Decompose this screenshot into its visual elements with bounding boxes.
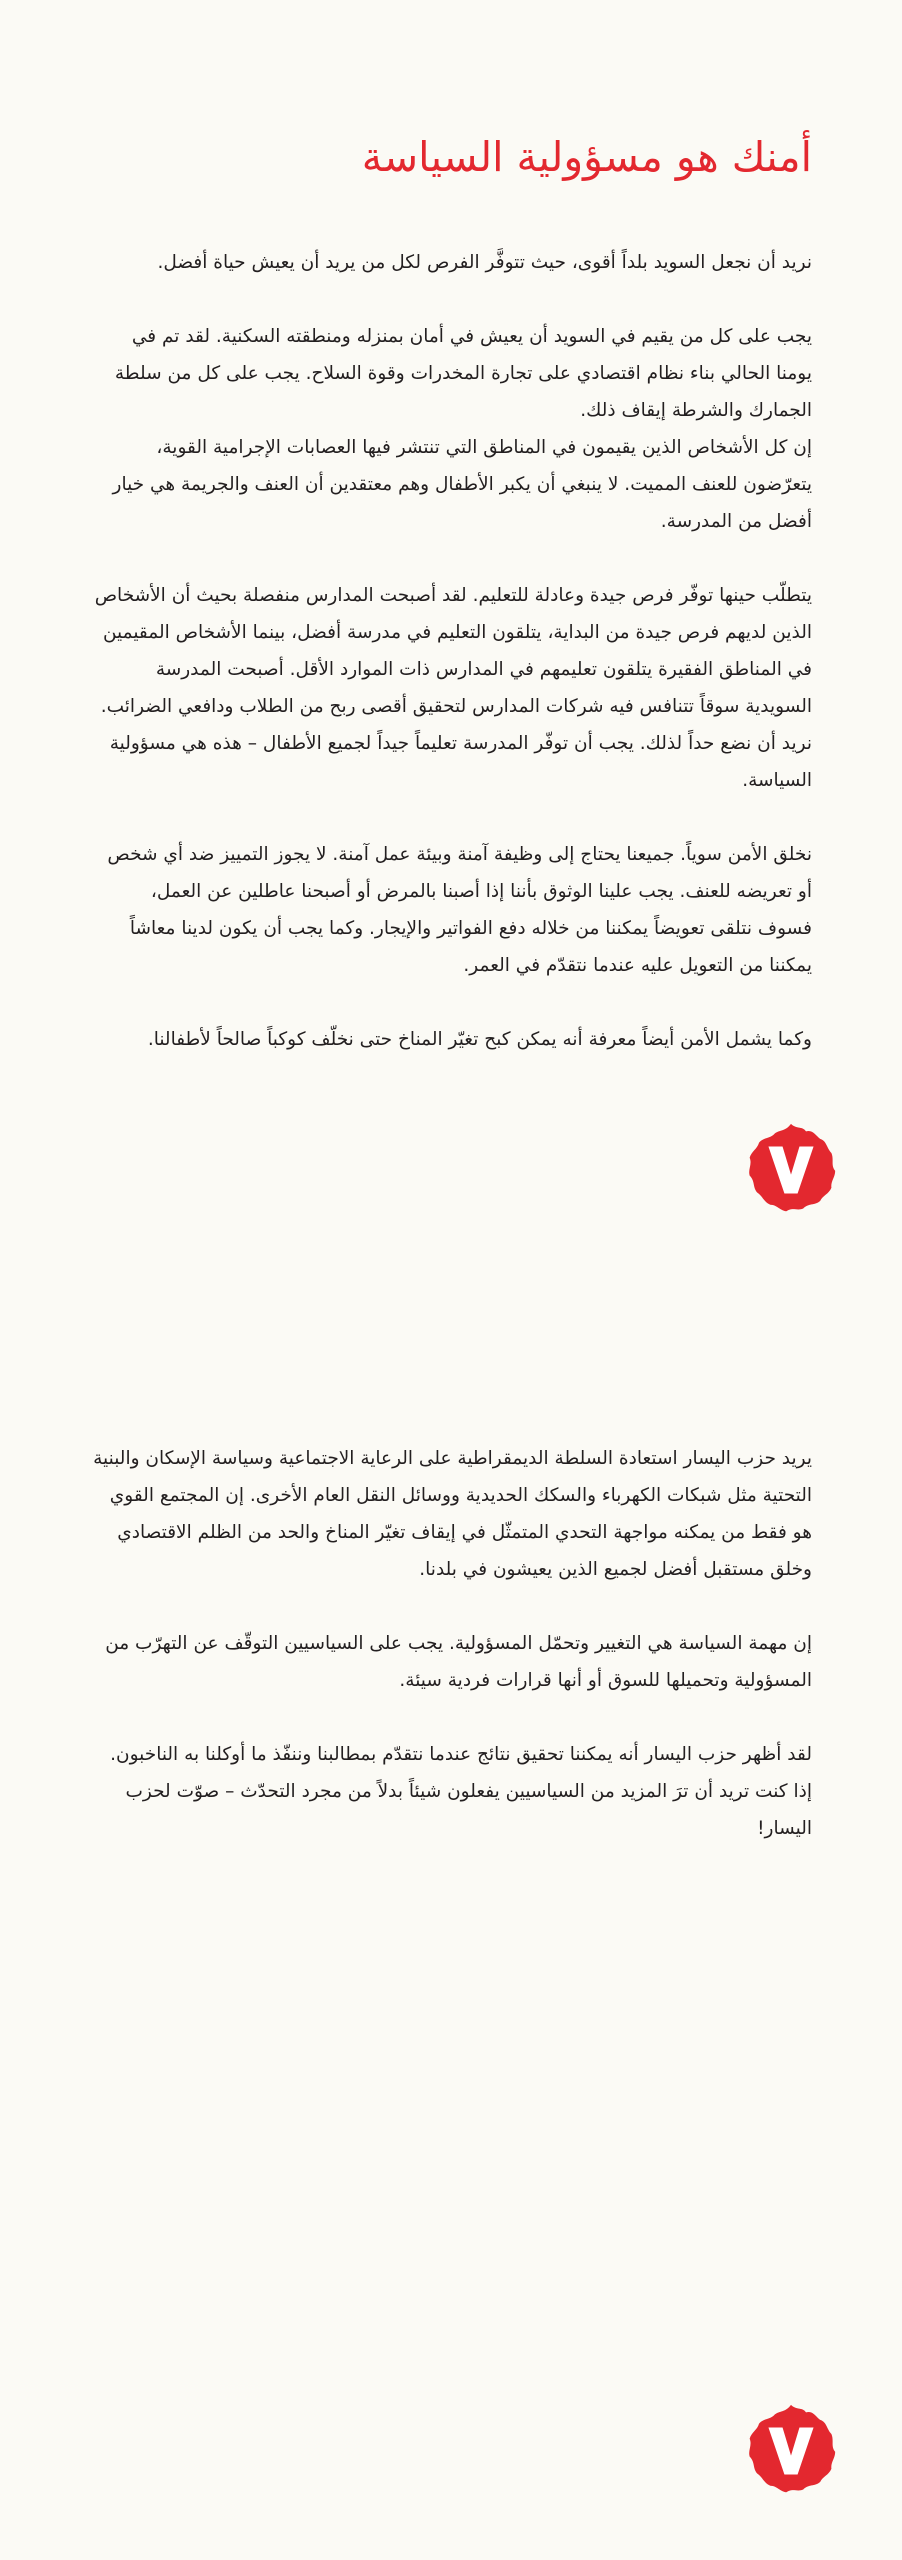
paragraph-gang-violence: إن كل الأشخاص الذين يقيمون في المناطق التي تنتشر فيها العصابات الإجرامية القوية، يتعرّضون للعنف المميت. لا ينبغي أن يكبر الأطفال وهم معتقدين أن العنف والجريمة هي خيار أفضل من المدرسة. [112,437,812,532]
rose-shape [749,1124,835,1211]
rose-shape [749,2405,835,2492]
page-title: أمنك هو مسؤولية السياسة [361,133,812,181]
paragraph-politics-responsibility: إن مهمة السياسة هي التغيير وتحمّل المسؤولية. يجب على السياسيين التوقّف عن التهرّب من المسؤولية وتحميلها للسوق أو أنها قرارات فردية سيئة. [105,1633,812,1691]
paragraph-climate: وكما يشمل الأمن أيضاً معرفة أنه يمكن كبح تغيّر المناخ حتى نخلّف كوكباً صالحاً لأطفالنا. [147,1029,812,1050]
paragraph-home-safety: يجب على كل من يقيم في السويد أن يعيش في أمان بمنزله ومنطقته السكنية. لقد تم في يومنا الحالي بناء نظام اقتصادي على تجارة المخدرات وقوة السلاح. يجب على كل من سلطة الجمارك والشرطة إيقاف ذلك. [114,326,812,421]
page-2-content [93,1440,812,1884]
vansterpartiet-rose-logo-icon [744,2403,838,2497]
page-2 [0,1280,902,2560]
intro-paragraph: نريد أن نجعل السويد بلداً أقوى، حيث تتوفَّر الفرص لكل من يريد أن يعيش حياة أفضل. [157,252,812,273]
paragraph-education: يتطلّب حينها توفّر فرص جيدة وعادلة للتعليم. لقد أصبحت المدارس منفصلة بحيث أن الأشخاص الذين لديهم فرص جيدة من البداية، يتلقون التعليم في مدرسة أفضل، بينما الأشخاص المقيمين في المناطق الفقيرة يتلقون تعليمهم في المدارس ذات الموارد الأقل. أصبحت المدرسة السويدية سوقاً تتنافس فيه شركات المدارس لتحقيق أقصى ربح من الطلاب ودافعي الضرائب. نريد أن نضع حداً لذلك. يجب أن توفّر المدرسة تعليماً جيداً لجميع الأطفال – هذه هي مسؤولية السياسة. [94,585,812,791]
vansterpartiet-rose-logo-icon [744,1122,838,1216]
paragraph-democratic-power: يريد حزب اليسار استعادة السلطة الديمقراطية على الرعاية الاجتماعية وسياسة الإسكان والبنية التحتية مثل شبكات الكهرباء والسكك الحديدية ووسائل النقل العام الأخرى. إن المجتمع القوي هو فقط من يمكنه مواجهة التحدي المتمثّل في إيقاف تغيّر المناخ والحد من الظلم الاقتصادي وخلق مستقبل أفضل لجميع الذين يعيشون في بلدنا. [93,1448,812,1580]
page-1-content [93,128,812,1095]
paragraph-vote-call: لقد أظهر حزب اليسار أنه يمكننا تحقيق نتائج عندما نتقدّم بمطالبنا وننفّذ ما أوكلنا به الناخبون. إذا كنت تريد أن ترَ المزيد من السياسيين يفعلون شيئاً بدلاً من مجرد التحدّث – صوّت لحزب اليسار! [110,1744,812,1839]
paragraph-work-security: نخلق الأمن سوياً. جميعنا يحتاج إلى وظيفة آمنة وبيئة عمل آمنة. لا يجوز التمييز ضد أي شخص أو تعريضه للعنف. يجب علينا الوثوق بأننا إذا أصبنا بالمرض أو أصبحنا عاطلين عن العمل، فسوف نتلقى تعويضاً يمكننا من خلاله دفع الفواتير والإيجار. وكما يجب أن يكون لدينا معاشاً يمكننا من التعويل عليه عندما نتقدّم في العمر. [107,844,812,976]
